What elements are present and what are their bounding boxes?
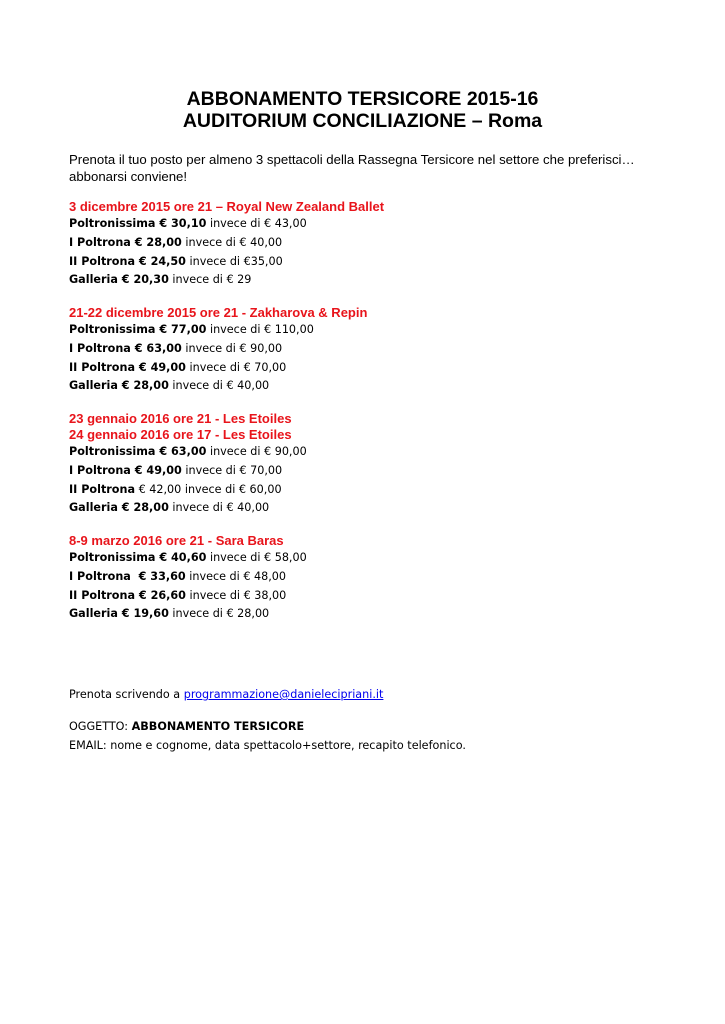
title-line-2: AUDITORIUM CONCILIAZIONE – Roma: [182, 110, 543, 132]
price-regular: invece di € 70,00: [185, 360, 287, 374]
price-regular: invece di € 40,00: [168, 379, 270, 393]
booking-prefix: Prenota scrivendo a: [69, 688, 184, 701]
price-regular: invece di € 29: [168, 273, 252, 287]
title-line-1: ABBONAMENTO TERSICORE 2015-16: [186, 88, 539, 110]
price-regular: invece di € 70,00: [181, 463, 283, 477]
event-heading: 21-22 dicembre 2015 ore 21 - Zakharova & Repin: [69, 305, 368, 320]
event-block-4: [69, 533, 669, 624]
event-heading: 23 gennaio 2016 ore 21 - Les Etoiles: [69, 411, 292, 426]
price-sector: II Poltrona € 26,60: [69, 588, 186, 602]
price-line: [69, 253, 669, 272]
price-regular: invece di € 90,00: [206, 445, 307, 458]
subject-value: ABBONAMENTO TERSICORE: [131, 720, 305, 733]
price-sector: II Poltrona € 24,50: [69, 254, 186, 268]
price-line: [69, 499, 669, 518]
event-block-1: [69, 199, 669, 290]
event-heading: 3 dicembre 2015 ore 21 – Royal New Zealand Ballet: [69, 199, 385, 214]
price-regular: invece di €35,00: [185, 254, 283, 268]
price-regular: invece di € 40,00: [168, 501, 270, 515]
price-sector: II Poltrona € 49,00: [69, 360, 186, 374]
price-line: [69, 340, 669, 359]
event-block-2: [69, 305, 669, 396]
price-regular: invece di € 110,00: [206, 323, 314, 336]
email-link[interactable]: programmazione@danielecipriani.it: [183, 688, 384, 701]
price-line: [69, 377, 669, 396]
booking-line: [69, 687, 383, 703]
price-sector: Galleria € 28,00: [69, 379, 169, 393]
price-sector: Poltronissima € 77,00: [69, 323, 207, 336]
subject-line: [69, 719, 304, 735]
price-line: [69, 605, 669, 624]
price-regular: invece di € 90,00: [181, 341, 283, 355]
price-sector: Galleria € 20,30: [69, 273, 169, 287]
price-regular: invece di € 58,00: [206, 551, 307, 564]
subject-label: OGGETTO:: [69, 720, 132, 733]
price-sector: Poltronissima € 30,10: [69, 217, 207, 230]
intro-paragraph: Prenota il tuo posto per almeno 3 spettacoli della Rassegna Tersicore nel settore che preferisci… abbonarsi conviene!: [69, 152, 635, 184]
price-line: [69, 215, 669, 234]
price-line: [69, 443, 669, 462]
price-line: [69, 568, 669, 587]
price-regular: invece di € 28,00: [168, 607, 270, 621]
price-sector: I Poltrona € 28,00: [69, 235, 182, 249]
price-line: [69, 587, 669, 606]
price-line: [69, 234, 669, 253]
price-regular: invece di € 43,00: [206, 217, 307, 230]
event-block-3: [69, 411, 669, 518]
price-line: [69, 549, 669, 568]
price-sector: Poltronissima € 40,60: [69, 551, 207, 564]
price-line: [69, 481, 669, 500]
price-regular: invece di € 40,00: [181, 235, 283, 249]
price-line: [69, 359, 669, 378]
price-line: [69, 321, 669, 340]
price-line: [69, 462, 669, 481]
price-regular: invece di € 48,00: [185, 569, 287, 583]
price-sector: I Poltrona € 33,60: [69, 569, 186, 583]
price-sector: Galleria € 19,60: [69, 607, 169, 621]
price-sector: Poltronissima € 63,00: [69, 445, 207, 458]
price-regular: invece di € 38,00: [185, 588, 287, 602]
price-sector: I Poltrona € 49,00: [69, 463, 182, 477]
price-sector: I Poltrona € 63,00: [69, 341, 182, 355]
price-sector: II Poltrona: [69, 482, 136, 496]
event-heading: 8-9 marzo 2016 ore 21 - Sara Baras: [69, 533, 284, 548]
event-heading: 24 gennaio 2016 ore 17 - Les Etoiles: [69, 427, 292, 442]
email-instructions: EMAIL: nome e cognome, data spettacolo+settore, recapito telefonico.: [69, 739, 466, 752]
price-sector: Galleria € 28,00: [69, 501, 169, 515]
price-line: [69, 271, 669, 290]
price-regular: € 42,00 invece di € 60,00: [135, 482, 282, 496]
